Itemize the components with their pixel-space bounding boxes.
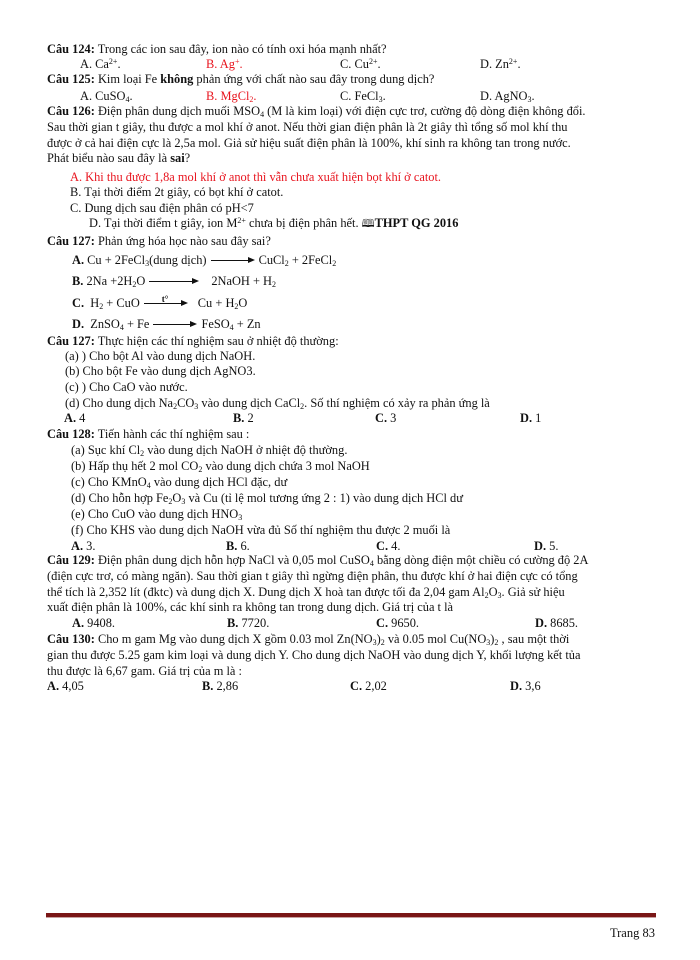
reaction-arrow-heat bbox=[144, 294, 188, 308]
option-b-correct: B. MgCl$_2$. bbox=[206, 89, 257, 104]
option-c: C. $H_2$ + CuO t° $Cu + H_2O$ bbox=[72, 294, 248, 311]
question-129-line-3: thể tích là 2,352 lít (đktc) và dung dịch X. Dung dịch X hoà tan được tối đa 2,04 gam $Al_2O_3$. Giả sử hiệu bbox=[47, 585, 565, 600]
question-129-line-1: Câu 129: Điện phân dung dịch hỗn hợp NaCl và 0,05 mol CuSO$_4$ bằng dòng điện một chiều có cường độ 2A bbox=[47, 553, 589, 568]
question-130-line-1: Câu 130: Cho m gam Mg vào dung dịch X gồm 0.03 mol $Zn(NO_3)_2$ và 0.05 mol $Cu(NO_3)_2$ , sau một thời bbox=[47, 632, 570, 647]
question-125-stem: Câu 125: Kim loại Fe không phản ứng với chất nào sau đây trong dung dịch? bbox=[47, 72, 435, 86]
option-d: D. $Zn^{2+}$. bbox=[480, 57, 521, 71]
reaction-arrow bbox=[149, 278, 199, 286]
option-c: C. 4. bbox=[376, 539, 401, 553]
option-b: B. 7720. bbox=[227, 616, 270, 630]
question-126-line-1: Câu 126: Điện phân dung dịch muối $MSO_4$ (M là kim loại) với điện cực trơ, cường độ dòng điện không đổi. bbox=[47, 104, 586, 119]
question-129-line-2: (điện cực trơ, có màng ngăn). Sau thời gian t giây thì ngừng điện phân, thu được khí ở hai điện cực có tổng bbox=[47, 569, 578, 583]
option-a: A. CuSO$_4$. bbox=[80, 89, 133, 104]
heat-symbol: t° bbox=[161, 294, 169, 305]
option-c: C. 2,02 bbox=[350, 679, 387, 693]
experiment-d: (d) Cho dung dịch $Na_2CO_3$ vào dung dịch CaCl$_2$. Số thí nghiệm có xảy ra phản ứng là bbox=[65, 396, 490, 411]
question-130-line-3: thu được là 6,67 gam. Giá trị của m là : bbox=[47, 664, 242, 678]
question-label: Câu 129: bbox=[47, 553, 95, 567]
option-b: B. 6. bbox=[226, 539, 250, 553]
question-text: Trong các ion sau đây, ion nào có tính oxi hóa mạnh nhất? bbox=[94, 42, 387, 56]
option-d: D. 1 bbox=[520, 411, 542, 425]
question-128-stem: Câu 128: Tiến hành các thí nghiệm sau : bbox=[47, 427, 250, 441]
reaction-arrow bbox=[153, 321, 197, 329]
option-b: B. $2Na +2H_2O$ 2NaOH + $H_2$ bbox=[72, 274, 276, 289]
option-c: C. $Cu^{2+}$. bbox=[340, 57, 381, 71]
book-icon: 🕮 bbox=[361, 217, 375, 230]
experiment-a: (a) ) Cho bột Al vào dung dịch NaOH. bbox=[65, 349, 256, 363]
question-label: Câu 124: bbox=[47, 42, 95, 56]
option-d: D. 8685. bbox=[535, 616, 579, 630]
question-label: Câu 127: bbox=[47, 334, 95, 348]
question-label: Câu 125: bbox=[47, 72, 95, 86]
question-124-stem bbox=[47, 42, 387, 57]
option-d: D. 3,6 bbox=[510, 679, 541, 693]
experiment-b: (b) Hấp thụ hết 2 mol $CO_2$ vào dung dịch chứa 3 mol NaOH bbox=[71, 459, 370, 474]
experiment-c: (c) Cho KMnO$_4$ vào dung dịch HCl đặc, dư bbox=[71, 475, 288, 490]
option-a: A. 4,05 bbox=[47, 679, 84, 693]
footer-rule bbox=[46, 913, 656, 918]
option-b: B. 2,86 bbox=[202, 679, 239, 693]
option-b: B. Tại thời điểm 2t giây, có bọt khí ở catot. bbox=[70, 185, 284, 199]
experiment-c: (c) ) Cho CaO vào nước. bbox=[65, 380, 188, 394]
page-number: Trang 83 bbox=[609, 926, 655, 940]
option-d: D. AgNO$_3$. bbox=[480, 89, 535, 104]
option-b: B. 2 bbox=[233, 411, 254, 425]
option-a: A. 4 bbox=[64, 411, 86, 425]
question-129-line-4: xuất điện phân là 100%, các khí sinh ra không tan trong dung dịch. Giá trị của t là bbox=[47, 600, 454, 614]
experiment-a: (a) Sục khí $Cl_2$ vào dung dịch NaOH ở nhiệt độ thường. bbox=[71, 443, 348, 458]
question-127-stem: Câu 127: Phản ứng hóa học nào sau đây sai? bbox=[47, 234, 271, 248]
source-label: THPT QG 2016 bbox=[374, 216, 459, 230]
option-d: D. ZnSO$_4$ + Fe FeSO$_4$ + Zn bbox=[72, 317, 261, 332]
option-b-correct: B. Ag+. bbox=[206, 57, 243, 71]
option-d: D. Tại thời điểm t giây, ion $M^{2+}$ chưa bị điện phân hết. 🕮THPT QG 2016 bbox=[89, 216, 459, 230]
experiment-e: (e) Cho CuO vào dung dịch $HNO_3$ bbox=[71, 507, 243, 522]
option-a-correct: A. Khi thu được 1,8a mol khí ở anot thì vẫn chưa xuất hiện bọt khí ở catot. bbox=[70, 170, 442, 184]
reaction-arrow bbox=[211, 257, 255, 265]
question-127b-stem: Câu 127: Thực hiện các thí nghiệm sau ở nhiệt độ thường: bbox=[47, 334, 339, 348]
option-a: A. 3. bbox=[71, 539, 96, 553]
option-a: A. Cu + 2FeCl$_3$(dung dịch) CuCl$_2$ + 2FeCl$_2$ bbox=[72, 253, 337, 268]
option-c: C. 3 bbox=[375, 411, 397, 425]
option-c: C. FeCl$_3$. bbox=[340, 89, 386, 104]
option-d: D. 5. bbox=[534, 539, 559, 553]
option-a: A. 9408. bbox=[72, 616, 116, 630]
question-130-line-2: gian thu được 5.25 gam kim loại và dung dịch Y. Cho dung dịch NaOH vào dung dịch Y, khối lượng kết tủa bbox=[47, 648, 581, 662]
question-label: Câu 128: bbox=[47, 427, 95, 441]
question-label: Câu 126: bbox=[47, 104, 95, 118]
question-label: Câu 130: bbox=[47, 632, 95, 646]
experiment-f: (f) Cho KHS vào dung dịch NaOH vừa đủ Số thí nghiệm thu được 2 muối là bbox=[71, 523, 451, 537]
question-126-line-2: Sau thời gian t giây, thu được a mol khí ở anot. Nếu thời gian điện phân là 2t giây thì tổng số mol khí thu bbox=[47, 120, 568, 134]
option-c: C. 9650. bbox=[376, 616, 420, 630]
experiment-b: (b) Cho bột Fe vào dung dịch AgNO3. bbox=[65, 364, 256, 378]
question-label: Câu 127: bbox=[47, 234, 95, 248]
experiment-d: (d) Cho hỗn hợp $Fe_2O_3$ và Cu (tỉ lệ mol tương ứng 2 : 1) vào dung dịch HCl dư bbox=[71, 491, 463, 506]
option-a: A. $Ca^{2+}$. bbox=[80, 57, 121, 71]
question-126-line-4: Phát biểu nào sau đây là sai? bbox=[47, 151, 191, 165]
option-c: C. Dung dịch sau điện phân có pH<7 bbox=[70, 201, 254, 215]
question-126-line-3: được ở cả hai điện cực là 2,5a mol. Giả sử hiệu suất điện phân là 100%, khí sinh ra không tan trong nước. bbox=[47, 136, 571, 150]
